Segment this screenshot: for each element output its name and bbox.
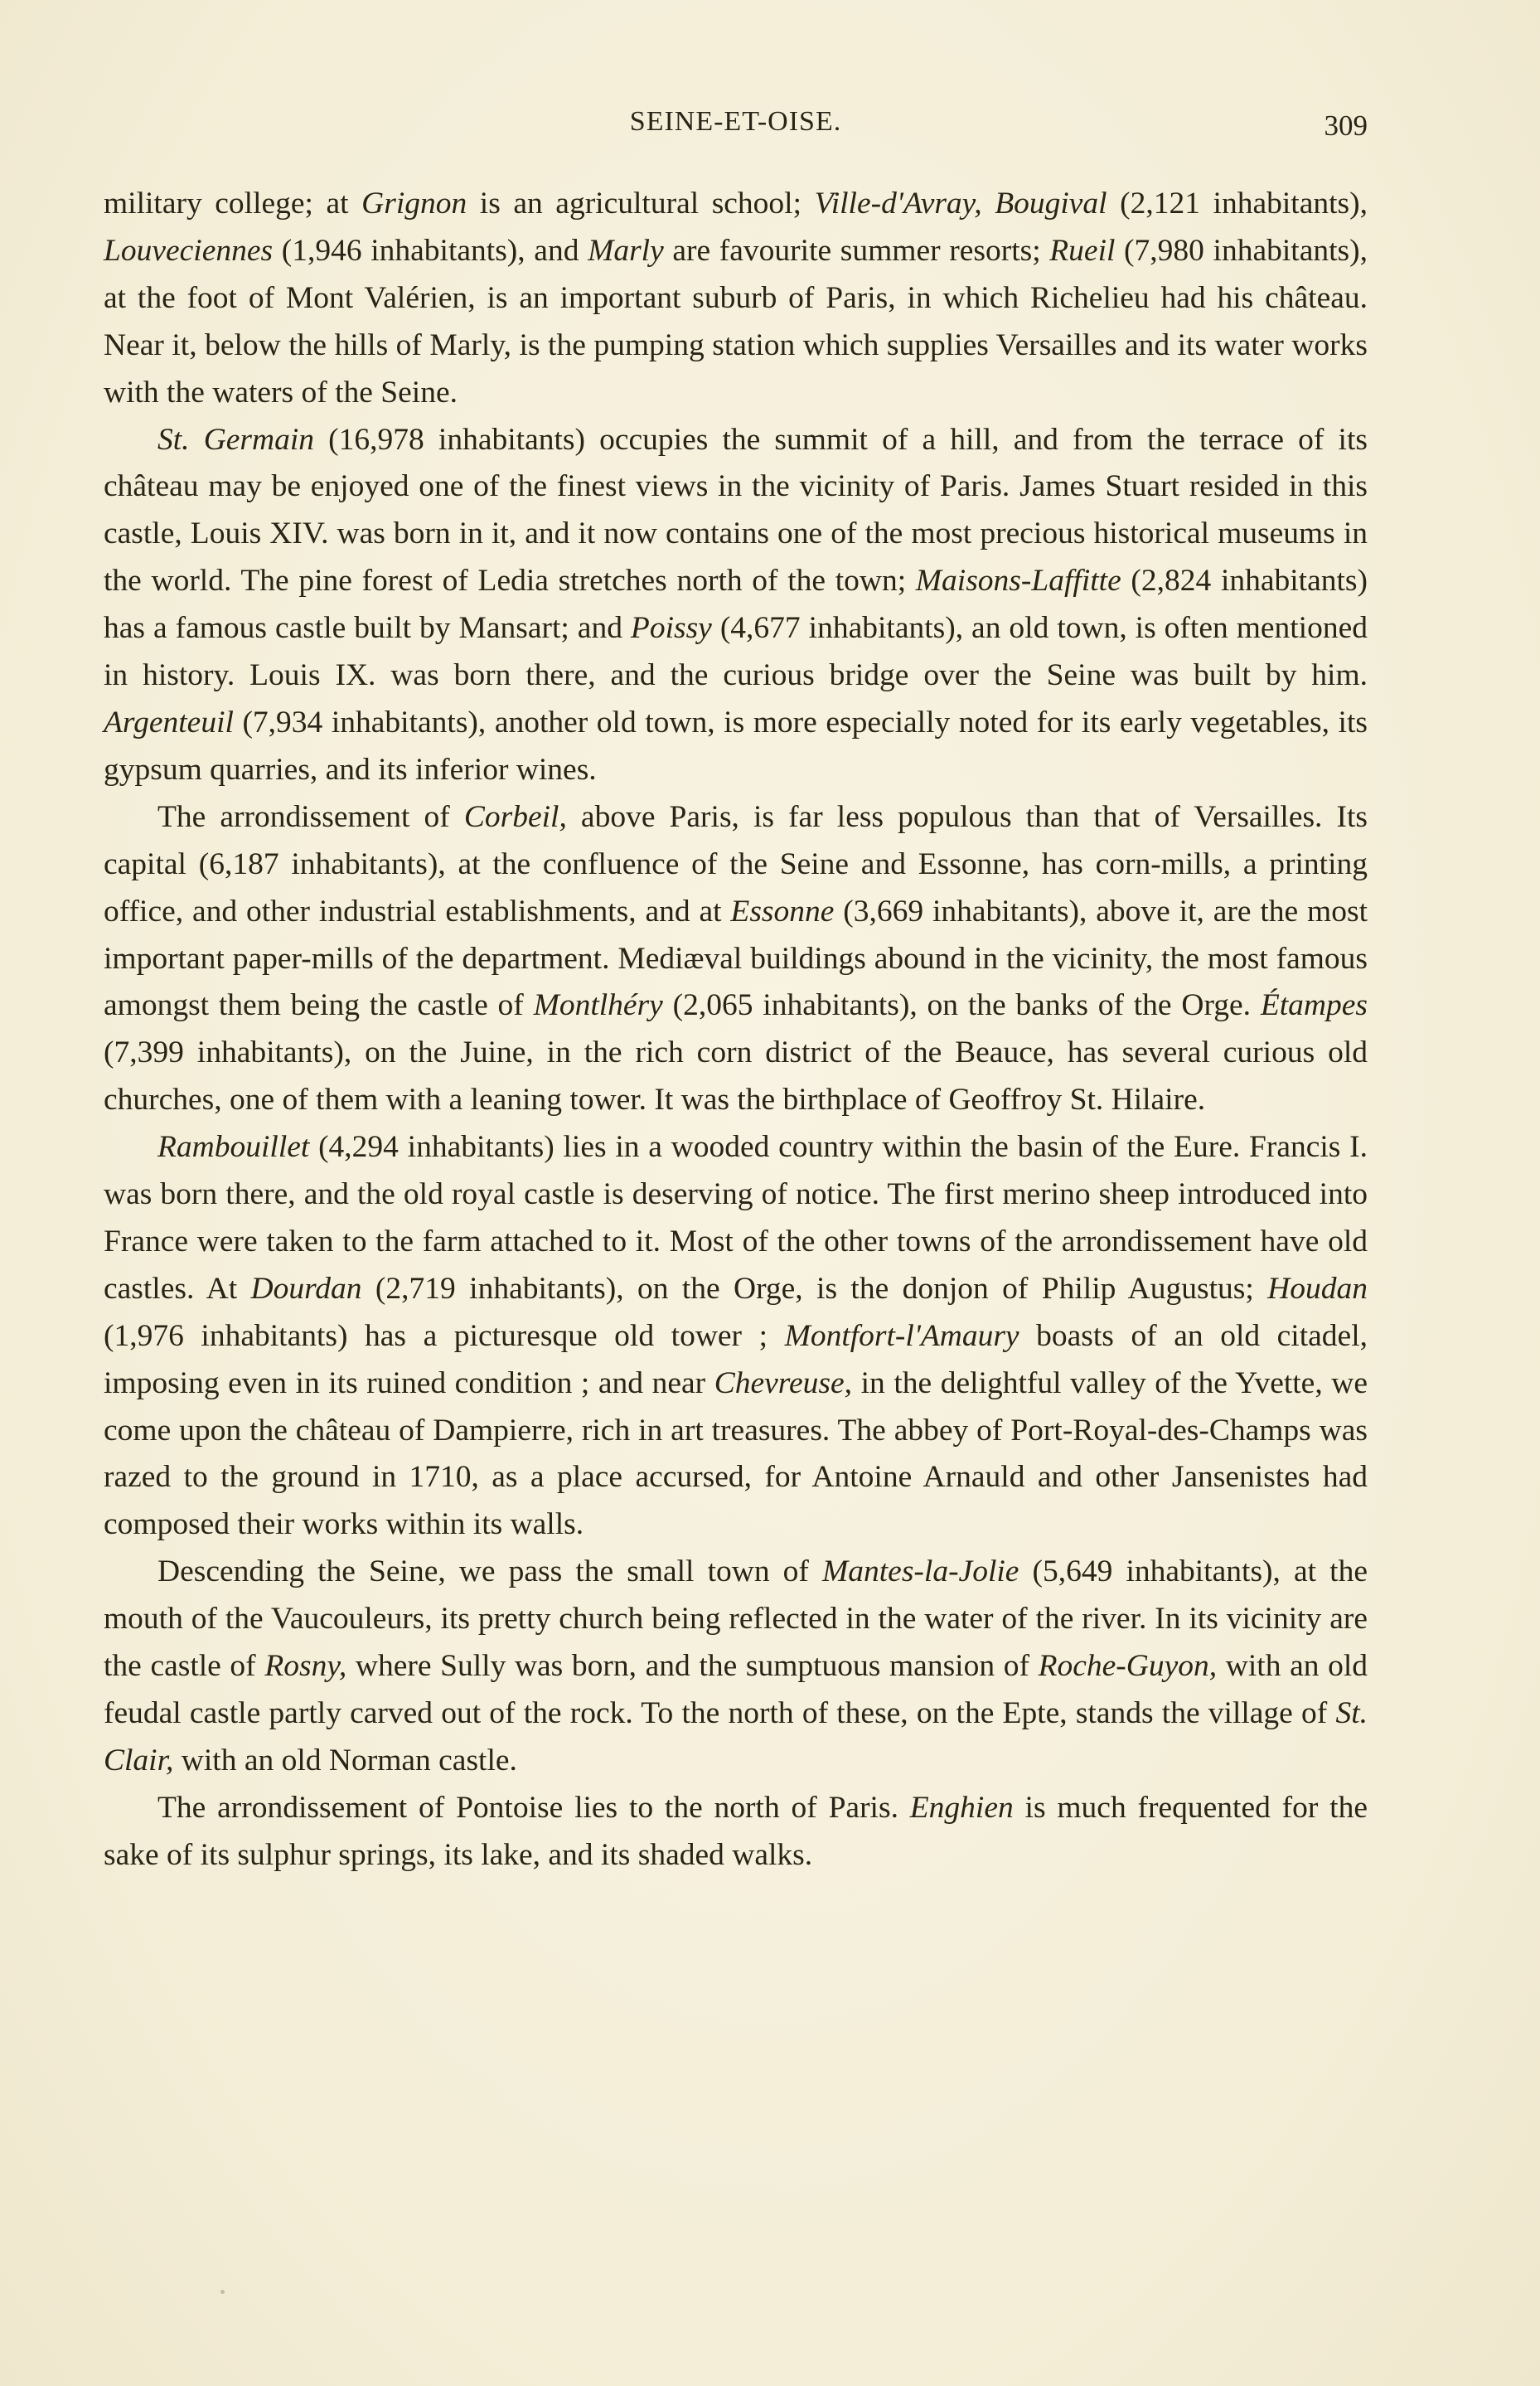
text-run: Descending the Seine, we pass the small town of <box>157 1554 823 1589</box>
italic-place-name: Houdan <box>1267 1271 1368 1306</box>
text-run: (2,065 inhabitants), on the banks of the Orge. <box>662 988 1261 1023</box>
text-run: (1,976 inhabitants) has a picturesque old tower ; <box>104 1318 785 1353</box>
paragraph <box>104 794 1368 1124</box>
italic-place-name: Argenteuil <box>104 705 234 740</box>
text-run: is an agricultural school; <box>467 187 815 221</box>
text-run: boasts of an old citadel, imposing even in its ruined condition ; and near <box>104 1318 1368 1400</box>
text-run: is much frequented for the sake of its sulphur springs, its lake, and its shaded walks. <box>104 1790 1368 1872</box>
italic-place-name: Rambouillet <box>157 1130 310 1165</box>
paragraph <box>104 1785 1368 1879</box>
body-text <box>104 181 1368 1879</box>
italic-place-name: Étampes <box>1260 988 1368 1023</box>
paragraph <box>104 417 1368 794</box>
italic-place-name: Maisons-Laffitte <box>915 564 1121 599</box>
page-number: 309 <box>1324 109 1368 142</box>
running-title: SEINE-ET-OISE. <box>629 106 842 137</box>
text-run: where Sully was born, and the sumptuous mansion of <box>346 1649 1039 1684</box>
running-head <box>104 106 1368 148</box>
italic-place-name: Chevreuse, <box>714 1365 852 1400</box>
text-run: military college; at <box>104 187 362 221</box>
text-run: (1,946 inhabitants), and <box>273 233 588 268</box>
italic-place-name: Marly <box>588 233 664 268</box>
italic-place-name: St. Germain <box>157 422 315 457</box>
paragraph <box>104 1124 1368 1549</box>
italic-place-name: St. Clair, <box>104 1696 1368 1777</box>
text-run: (7,980 inhabitants), at the foot of Mont Valérien, is an important suburb of Paris, in which Richelieu had his château. Near it, below the hills of Marly, is the pumping station which supplies Versailles and its water works with the waters of the Seine. <box>104 233 1368 410</box>
italic-place-name: Ville-d'Avray, Bougival <box>814 187 1107 221</box>
text-run: The arrondissement of Pontoise lies to the north of Paris. <box>157 1790 910 1825</box>
text-run: with an old feudal castle partly carved out of the rock. To the north of these, on the Epte, stands the village of <box>104 1649 1368 1730</box>
italic-place-name: Enghien <box>909 1790 1014 1825</box>
paper-speck <box>220 2290 225 2294</box>
italic-place-name: Rueil <box>1049 233 1116 268</box>
italic-place-name: Roche-Guyon, <box>1038 1649 1218 1684</box>
text-run: (5,649 inhabitants), at the mouth of the Vaucouleurs, its pretty church being reflected in the water of the river. In its vicinity are the castle of <box>104 1554 1368 1684</box>
italic-place-name: Louveciennes <box>104 233 274 268</box>
text-run: (3,669 inhabitants), above it, are the most important paper-mills of the department. Mediæval buildings abound in the vicinity, the most famous amongst them being the castle of <box>104 894 1368 1023</box>
text-run: (4,677 inhabitants), an old town, is often mentioned in history. Louis IX. was born there, and the curious bridge over the Seine was built by him. <box>104 611 1368 693</box>
text-run: in the delightful valley of the Yvette, we come upon the château of Dampierre, rich in art treasures. The abbey of Port-Royal-des-Champs was razed to the ground in 1710, as a place accursed, for Antoine Arnauld and other Jansenistes had composed their works within its walls. <box>104 1365 1368 1542</box>
italic-place-name: Montlhéry <box>533 988 663 1023</box>
text-run: (16,978 inhabitants) occupies the summit of a hill, and from the terrace of its château may be enjoyed one of the finest views in the vicinity of Paris. James Stuart resided in this castle, Louis XIV. was born in it, and it now contains one of the most precious historical museums in the world. The pine forest of Ledia stretches north of the town; <box>104 422 1368 599</box>
text-run: are favourite summer resorts; <box>663 233 1050 268</box>
text-run: above Paris, is far less populous than that of Versailles. Its capital (6,187 inhabitants), at the confluence of the Seine and Essonne, has corn-mills, a printing office, and other industrial establishments, and at <box>104 799 1368 929</box>
italic-place-name: Montfort-l'Amaury <box>784 1318 1019 1353</box>
italic-place-name: Poissy <box>630 611 712 646</box>
paragraph <box>104 181 1368 417</box>
text-run: (7,934 inhabitants), another old town, is more especially noted for its early vegetables, its gypsum quarries, and its inferior wines. <box>104 705 1368 787</box>
italic-place-name: Essonne <box>730 894 835 929</box>
text-run: (7,399 inhabitants), on the Juine, in the rich corn district of the Beauce, has several curious old churches, one of them with a leaning tower. It was the birthplace of Geoffroy St. Hilaire. <box>104 1035 1368 1118</box>
text-run: (4,294 inhabitants) lies in a wooded country within the basin of the Eure. Francis I. was born there, and the old royal castle is deserving of notice. The first merino sheep introduced into France were taken to the farm attached to it. Most of the other towns of the arrondissement have old castles. At <box>104 1130 1368 1306</box>
paragraph <box>104 1549 1368 1785</box>
italic-place-name: Corbeil, <box>463 799 567 834</box>
italic-place-name: Rosny, <box>264 1649 347 1684</box>
text-run: The arrondissement of <box>157 799 464 834</box>
italic-place-name: Dourdan <box>250 1271 362 1306</box>
italic-place-name: Mantes-la-Jolie <box>822 1554 1019 1589</box>
text-run: (2,719 inhabitants), on the Orge, is the donjon of Philip Augustus; <box>361 1271 1268 1306</box>
text-run: with an old Norman castle. <box>173 1743 517 1777</box>
text-run: (2,824 inhabitants) has a famous castle built by Mansart; and <box>104 564 1368 646</box>
text-run: (2,121 inhabitants), <box>1107 187 1368 221</box>
italic-place-name: Grignon <box>361 187 467 221</box>
